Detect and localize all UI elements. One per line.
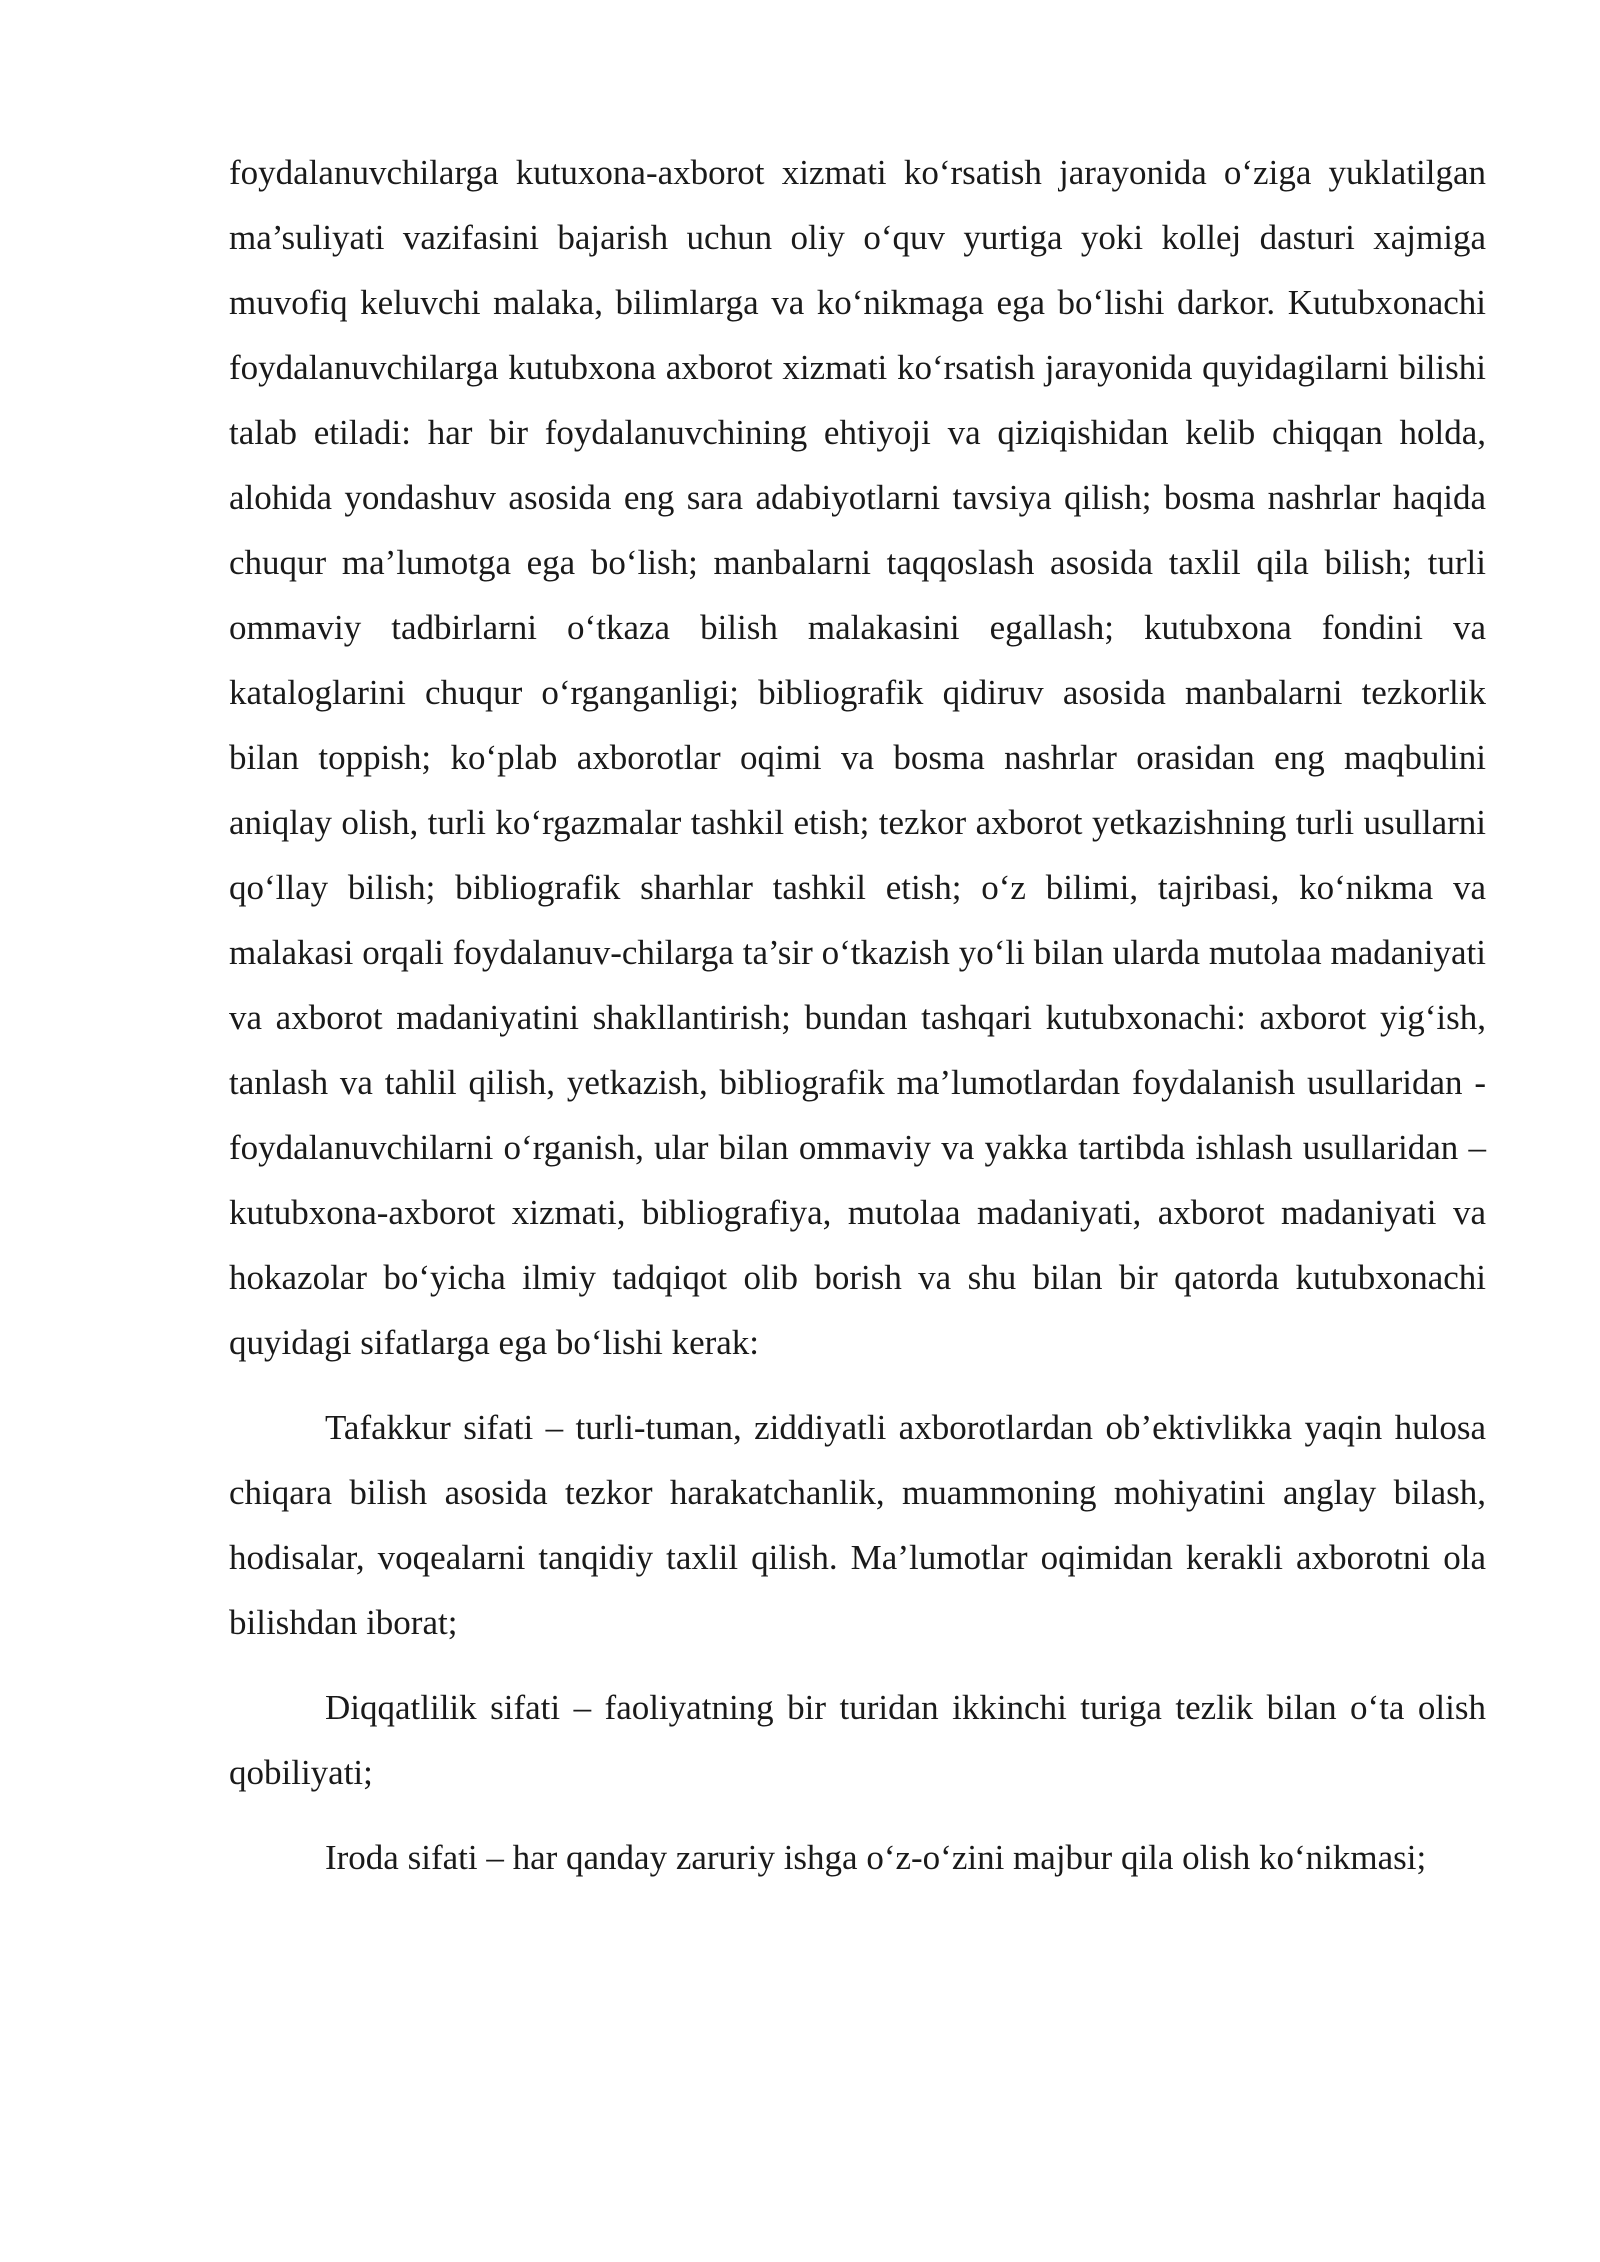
body-paragraph: foydalanuvchilarga kutuxona-axborot xizmati ko‘rsatish jarayonida o‘ziga yuklatilgan ma’suliyati vazifasini bajarish uchun oliy o‘quv yurtiga yoki kollej dasturi xajmiga muvofiq keluvchi malaka, bilimlarga va ko‘nikmaga ega bo‘lishi darkor. Kutubxonachi foydalanuvchilarga kutubxona axborot xizmati ko‘rsatish jarayonida quyidagilarni bilishi talab etiladi: har bir foydalanuvchining ehtiyoji va qiziqishidan kelib chiqqan holda, alohida yondashuv asosida eng sara adabiyotlarni tavsiya qilish; bosma nashrlar haqida chuqur ma’lumotga ega bo‘lish; manbalarni taqqoslash asosida taxlil qila bilish; turli ommaviy tadbirlarni o‘tkaza bilish malakasini egallash; kutubxona fondini va kataloglarini chuqur o‘rganganligi; bibliografik qidiruv asosida manbalarni tezkorlik bilan toppish; ko‘plab axborotlar oqimi va bosma nashrlar orasidan eng maqbulini aniqlay olish, turli ko‘rgazmalar tashkil etish; tezkor axborot yetkazishning turli usullarni qo‘llay bilish; bibliografik sharhlar tashkil etish; o‘z bilimi, tajribasi, ko‘nikma va malakasi orqali foydalanuv-chilarga ta’sir o‘tkazish yo‘li bilan ularda mutolaa madaniyati va axborot madaniyatini shakllantirish; bundan tashqari kutubxonachi: axborot yig‘ish, tanlash va tahlil qilish, yetkazish, bibliografik ma’lumotlardan foydalanish usullaridan -foydalanuvchilarni o‘rganish, ular bilan ommaviy va yakka tartibda ishlash usullaridan – kutubxona-axborot xizmati, bibliografiya, mutolaa madaniyati, axborot madaniyati va hokazolar bo‘yicha ilmiy tadqiqot olib borish va shu bilan bir qatorda kutubxonachi quyidagi sifatlarga ega bo‘lishi kerak: bbox=[229, 153, 1486, 1362]
body-paragraph: Iroda sifati – har qanday zaruriy ishga o‘z-o‘zini majbur qila olish ko‘nikmasi; bbox=[325, 1838, 1427, 1877]
document-body bbox=[229, 140, 1486, 1890]
body-paragraph: Tafakkur sifati – turli-tuman, ziddiyatli axborotlardan ob’ektivlikka yaqin hulosa chiqara bilish asosida tezkor harakatchanlik, muammoning mohiyatini anglay bilash, hodisalar, voqealarni tanqidiy taxlil qilish. Ma’lumotlar oqimidan kerakli axborotni ola bilishdan iborat; bbox=[229, 1408, 1486, 1642]
body-paragraph: Diqqatlilik sifati – faoliyatning bir turidan ikkinchi turiga tezlik bilan o‘ta olish qobiliyati; bbox=[229, 1688, 1486, 1792]
